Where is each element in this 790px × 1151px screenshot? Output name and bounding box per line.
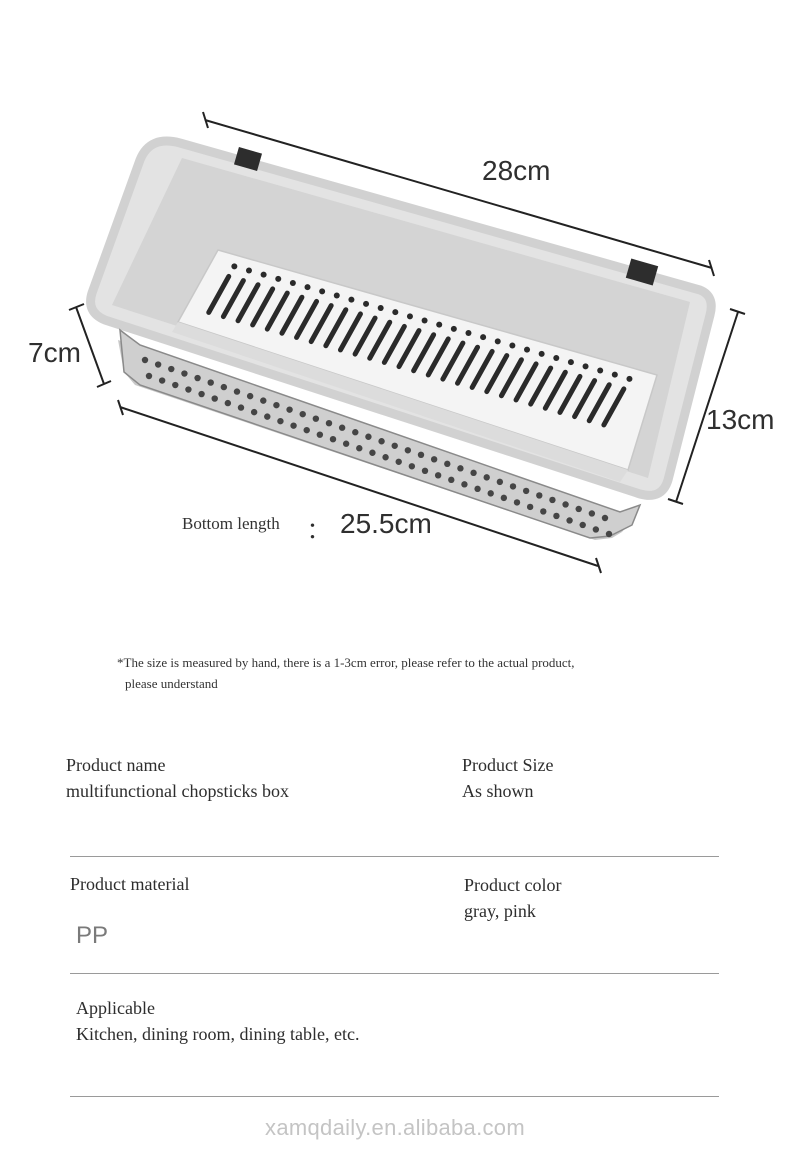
body-hole: [313, 415, 319, 421]
body-hole: [396, 459, 402, 465]
body-hole: [168, 366, 174, 372]
tray-dot: [246, 267, 252, 273]
tray-dot: [524, 347, 530, 353]
body-hole: [277, 418, 283, 424]
body-hole: [523, 488, 529, 494]
body-hole: [343, 441, 349, 447]
tray-dot: [539, 351, 545, 357]
body-hole: [510, 483, 516, 489]
body-hole: [606, 531, 612, 537]
divider-3: [70, 1096, 719, 1097]
body-hole: [536, 492, 542, 498]
tray-dot: [348, 297, 354, 303]
body-hole: [576, 506, 582, 512]
body-hole: [146, 373, 152, 379]
product-color-value: gray, pink: [464, 901, 536, 921]
body-hole: [378, 438, 384, 444]
body-hole: [566, 517, 572, 523]
body-hole: [514, 499, 520, 505]
tray-dot: [305, 284, 311, 290]
body-hole: [501, 495, 507, 501]
body-hole: [159, 377, 165, 383]
tray-dot: [261, 272, 267, 278]
body-hole: [356, 445, 362, 451]
applicable-value: Kitchen, dining room, dining table, etc.: [76, 1024, 360, 1044]
tray-dot: [495, 338, 501, 344]
divider-2: [70, 973, 719, 974]
product-material-value: PP: [76, 922, 109, 949]
body-hole: [470, 470, 476, 476]
bottom-length-colon: ：: [306, 514, 335, 545]
tray-dot: [422, 317, 428, 323]
divider-1: [70, 856, 719, 857]
body-hole: [435, 472, 441, 478]
body-hole: [181, 370, 187, 376]
body-hole: [247, 393, 253, 399]
body-hole: [326, 420, 332, 426]
tray-dot: [583, 363, 589, 369]
body-hole: [155, 361, 161, 367]
body-hole: [484, 474, 490, 480]
dimension-height: 7cm: [28, 337, 81, 368]
body-hole: [457, 465, 463, 471]
body-hole: [234, 388, 240, 394]
tray-dot: [612, 372, 618, 378]
body-hole: [212, 395, 218, 401]
body-hole: [527, 504, 533, 510]
body-hole: [260, 397, 266, 403]
body-hole: [580, 522, 586, 528]
body-hole: [405, 447, 411, 453]
measurement-note-line2: please understand: [125, 676, 218, 691]
body-hole: [221, 384, 227, 390]
measurement-note: [117, 652, 677, 694]
bottom-length-value: 25.5cm: [340, 508, 432, 539]
tray-dot: [334, 292, 340, 298]
tray-dot: [465, 330, 471, 336]
footer-watermark: xamqdaily.en.alibaba.com: [265, 1115, 525, 1140]
dimension-width: 13cm: [706, 404, 775, 435]
tray-dot: [363, 301, 369, 307]
product-name-label: Product name: [66, 755, 166, 775]
body-hole: [172, 382, 178, 388]
measurement-note-line1: *The size is measured by hand, there is a 1-3cm error, please refer to the actual product,: [117, 655, 575, 670]
body-hole: [142, 357, 148, 363]
body-hole: [264, 413, 270, 419]
product-material-label: Product material: [70, 874, 190, 894]
body-hole: [365, 434, 371, 440]
body-hole: [549, 497, 555, 503]
body-hole: [352, 429, 358, 435]
product-name-value: multifunctional chopsticks box: [66, 781, 289, 801]
applicable-label: Applicable: [76, 998, 155, 1018]
body-hole: [409, 463, 415, 469]
body-hole: [461, 481, 467, 487]
body-hole: [418, 452, 424, 458]
body-hole: [300, 411, 306, 417]
tray-dot: [231, 263, 237, 269]
body-hole: [392, 443, 398, 449]
tray-dot: [451, 326, 457, 332]
body-hole: [273, 402, 279, 408]
tray-dot: [509, 342, 515, 348]
body-hole: [602, 515, 608, 521]
product-color-label: Product color: [464, 875, 562, 895]
body-hole: [589, 510, 595, 516]
body-hole: [488, 490, 494, 496]
body-hole: [431, 456, 437, 462]
tray-dot: [290, 280, 296, 286]
body-hole: [339, 425, 345, 431]
tray-dot: [597, 367, 603, 373]
body-hole: [225, 400, 231, 406]
tray-dot: [275, 276, 281, 282]
tray-dot: [407, 313, 413, 319]
body-hole: [593, 526, 599, 532]
body-hole: [422, 468, 428, 474]
body-hole: [444, 461, 450, 467]
body-hole: [208, 379, 214, 385]
body-hole: [251, 409, 257, 415]
body-hole: [382, 454, 388, 460]
tray-dot: [626, 376, 632, 382]
body-hole: [540, 508, 546, 514]
body-hole: [553, 513, 559, 519]
product-size-label: Product Size: [462, 755, 554, 775]
body-hole: [562, 501, 568, 507]
body-hole: [448, 477, 454, 483]
tray-dot: [392, 309, 398, 315]
tray-dot: [568, 359, 574, 365]
body-hole: [198, 391, 204, 397]
body-hole: [286, 406, 292, 412]
body-hole: [238, 404, 244, 410]
body-hole: [304, 427, 310, 433]
body-hole: [474, 486, 480, 492]
product-size-value: As shown: [462, 781, 534, 801]
tray-dot: [480, 334, 486, 340]
body-hole: [185, 386, 191, 392]
body-hole: [330, 436, 336, 442]
tray-dot: [319, 288, 325, 294]
tray-dot: [553, 355, 559, 361]
body-hole: [369, 450, 375, 456]
tray-dot: [378, 305, 384, 311]
body-hole: [290, 422, 296, 428]
body-hole: [497, 479, 503, 485]
tray-dot: [436, 322, 442, 328]
dimension-top-length: 28cm: [482, 155, 551, 186]
bottom-length-label: Bottom length: [182, 514, 280, 533]
body-hole: [194, 375, 200, 381]
body-hole: [317, 431, 323, 437]
